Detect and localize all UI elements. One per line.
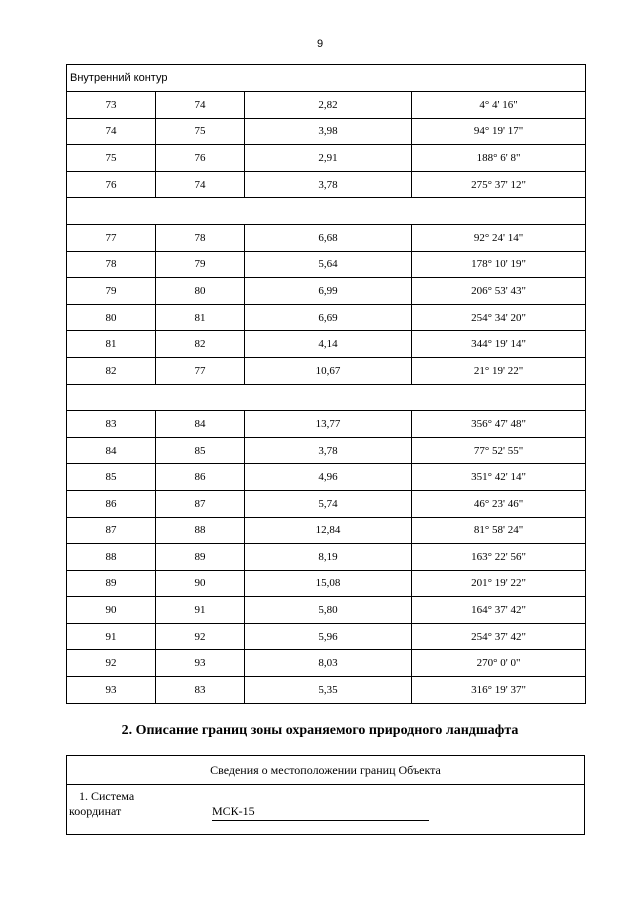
to-point-cell: 80 xyxy=(156,278,245,305)
to-point-cell: 74 xyxy=(156,92,245,119)
to-point-cell: 87 xyxy=(156,490,245,517)
bearing-cell: 254° 37' 42" xyxy=(412,623,586,650)
distance-cell: 13,77 xyxy=(245,411,412,438)
from-point-cell: 77 xyxy=(67,224,156,251)
table-row xyxy=(67,224,586,251)
to-point-cell: 91 xyxy=(156,597,245,624)
from-point-cell: 78 xyxy=(67,251,156,278)
to-point-cell: 90 xyxy=(156,570,245,597)
bearing-cell: 163° 22' 56" xyxy=(412,544,586,571)
from-point-cell: 90 xyxy=(67,597,156,624)
distance-cell: 8,03 xyxy=(245,650,412,677)
from-point-cell: 92 xyxy=(67,650,156,677)
to-point-cell: 86 xyxy=(156,464,245,491)
coordinate-system-label-line1: 1. Система xyxy=(79,789,135,803)
coordinate-system-value: МСК-15 xyxy=(212,804,429,821)
bearing-cell: 46° 23' 46" xyxy=(412,490,586,517)
to-point-cell: 88 xyxy=(156,517,245,544)
distance-cell: 5,64 xyxy=(245,251,412,278)
from-point-cell: 88 xyxy=(67,544,156,571)
from-point-cell: 84 xyxy=(67,437,156,464)
distance-cell: 3,78 xyxy=(245,171,412,198)
from-point-cell: 86 xyxy=(67,490,156,517)
bearing-cell: 316° 19' 37" xyxy=(412,677,586,704)
from-point-cell: 87 xyxy=(67,517,156,544)
distance-cell: 5,80 xyxy=(245,597,412,624)
distance-cell: 6,69 xyxy=(245,304,412,331)
from-point-cell: 75 xyxy=(67,145,156,172)
coordinate-system-label-line2: координат xyxy=(69,804,122,818)
bearing-cell: 206° 53' 43" xyxy=(412,278,586,305)
to-point-cell: 78 xyxy=(156,224,245,251)
bearing-cell: 94° 19' 17" xyxy=(412,118,586,145)
to-point-cell: 76 xyxy=(156,145,245,172)
to-point-cell: 82 xyxy=(156,331,245,358)
page-number: 9 xyxy=(316,38,324,50)
distance-cell: 12,84 xyxy=(245,517,412,544)
object-info-box xyxy=(66,755,585,835)
coordinates-table xyxy=(66,64,586,704)
bearing-cell: 77° 52' 55" xyxy=(412,437,586,464)
distance-cell: 5,35 xyxy=(245,677,412,704)
table-row xyxy=(67,304,586,331)
from-point-cell: 73 xyxy=(67,92,156,119)
table-row xyxy=(67,517,586,544)
distance-cell: 15,08 xyxy=(245,570,412,597)
from-point-cell: 93 xyxy=(67,677,156,704)
bearing-cell: 188° 6' 8" xyxy=(412,145,586,172)
to-point-cell: 77 xyxy=(156,357,245,384)
bearing-cell: 344° 19' 14" xyxy=(412,331,586,358)
bearing-cell: 178° 10' 19" xyxy=(412,251,586,278)
coordinate-system-label xyxy=(67,789,177,819)
distance-cell: 4,96 xyxy=(245,464,412,491)
bearing-cell: 164° 37' 42" xyxy=(412,597,586,624)
from-point-cell: 79 xyxy=(67,278,156,305)
bearing-cell: 81° 58' 24" xyxy=(412,517,586,544)
from-point-cell: 74 xyxy=(67,118,156,145)
bearing-cell: 21° 19' 22" xyxy=(412,357,586,384)
table-row xyxy=(67,650,586,677)
object-info-title: Сведения о местоположении границ Объекта xyxy=(67,756,584,785)
to-point-cell: 75 xyxy=(156,118,245,145)
distance-cell: 2,82 xyxy=(245,92,412,119)
table-row xyxy=(67,171,586,198)
to-point-cell: 81 xyxy=(156,304,245,331)
from-point-cell: 82 xyxy=(67,357,156,384)
to-point-cell: 84 xyxy=(156,411,245,438)
contour-title-row xyxy=(67,65,586,92)
distance-cell: 5,96 xyxy=(245,623,412,650)
to-point-cell: 89 xyxy=(156,544,245,571)
distance-cell: 3,98 xyxy=(245,118,412,145)
bearing-cell: 270° 0' 0" xyxy=(412,650,586,677)
distance-cell: 3,78 xyxy=(245,437,412,464)
distance-cell: 10,67 xyxy=(245,357,412,384)
bearing-cell: 4° 4' 16" xyxy=(412,92,586,119)
table-row xyxy=(67,490,586,517)
bearing-cell: 275° 37' 12" xyxy=(412,171,586,198)
blank-separator-cell xyxy=(67,198,586,225)
bearing-cell: 351° 42' 14" xyxy=(412,464,586,491)
distance-cell: 8,19 xyxy=(245,544,412,571)
bearing-cell: 201° 19' 22" xyxy=(412,570,586,597)
table-row xyxy=(67,251,586,278)
from-point-cell: 80 xyxy=(67,304,156,331)
table-row xyxy=(67,437,586,464)
distance-cell: 6,99 xyxy=(245,278,412,305)
distance-cell: 2,91 xyxy=(245,145,412,172)
table-row xyxy=(67,357,586,384)
blank-separator-row xyxy=(67,198,586,225)
bearing-cell: 356° 47' 48" xyxy=(412,411,586,438)
to-point-cell: 85 xyxy=(156,437,245,464)
to-point-cell: 93 xyxy=(156,650,245,677)
table-row xyxy=(67,464,586,491)
table-row xyxy=(67,118,586,145)
table-row xyxy=(67,677,586,704)
distance-cell: 5,74 xyxy=(245,490,412,517)
table-row xyxy=(67,544,586,571)
section-heading: 2. Описание границ зоны охраняемого природного ландшафта xyxy=(121,723,519,738)
table-row xyxy=(67,623,586,650)
from-point-cell: 76 xyxy=(67,171,156,198)
to-point-cell: 92 xyxy=(156,623,245,650)
table-row xyxy=(67,331,586,358)
table-row xyxy=(67,597,586,624)
to-point-cell: 83 xyxy=(156,677,245,704)
to-point-cell: 79 xyxy=(156,251,245,278)
to-point-cell: 74 xyxy=(156,171,245,198)
blank-separator-row xyxy=(67,384,586,411)
table-row xyxy=(67,570,586,597)
bearing-cell: 92° 24' 14" xyxy=(412,224,586,251)
distance-cell: 4,14 xyxy=(245,331,412,358)
from-point-cell: 91 xyxy=(67,623,156,650)
table-row xyxy=(67,145,586,172)
from-point-cell: 81 xyxy=(67,331,156,358)
from-point-cell: 83 xyxy=(67,411,156,438)
table-row xyxy=(67,411,586,438)
blank-separator-cell xyxy=(67,384,586,411)
bearing-cell: 254° 34' 20" xyxy=(412,304,586,331)
table-row xyxy=(67,92,586,119)
contour-title: Внутренний контур xyxy=(67,65,586,92)
table-row xyxy=(67,278,586,305)
distance-cell: 6,68 xyxy=(245,224,412,251)
from-point-cell: 85 xyxy=(67,464,156,491)
from-point-cell: 89 xyxy=(67,570,156,597)
